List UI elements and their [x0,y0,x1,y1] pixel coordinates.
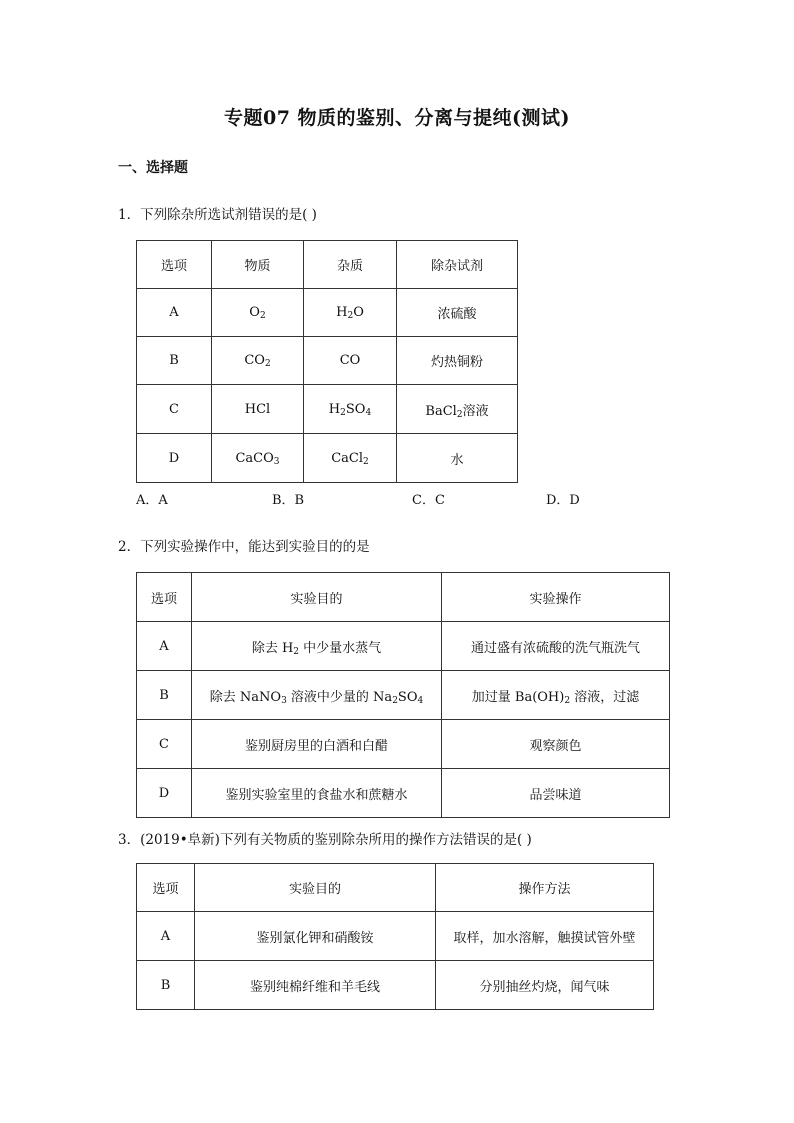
header-cell: 物质 [212,241,304,289]
header-cell: 选项 [137,864,195,912]
option-d[interactable]: D．D [546,493,580,508]
table-row [137,912,654,961]
option-cell: C [137,720,192,769]
table-header-row [137,864,654,912]
header-cell: 实验操作 [442,573,670,622]
question-2-table [136,572,670,818]
substance-cell: HCl [212,385,304,434]
method-cell: 分别抽丝灼烧，闻气味 [436,961,654,1010]
header-cell: 实验目的 [195,864,436,912]
impurity-cell: CO [304,337,397,385]
option-cell: C [137,385,212,434]
option-cell: A [137,912,195,961]
table-row [137,337,518,385]
option-a[interactable]: A．A [136,493,168,508]
operation-cell: 品尝味道 [442,769,670,818]
option-cell: D [137,769,192,818]
header-cell: 选项 [137,241,212,289]
page-title: 专题07 物质的鉴别、分离与提纯(测试) [223,107,571,129]
impurity-cell: $H_2SO_4$ [304,385,397,434]
question-1-options [0,489,794,509]
option-b[interactable]: B．B [272,493,305,508]
table-row [137,769,670,818]
table-row [137,385,518,434]
reagent-cell: 浓硫酸 [397,289,518,337]
header-cell: 除杂试剂 [397,241,518,289]
question-3-table [136,863,654,1010]
table-row [137,961,654,1010]
purpose-cell: 鉴别实验室里的食盐水和蔗糖水 [192,769,442,818]
reagent-cell: 灼热铜粉 [397,337,518,385]
table-row [137,434,518,483]
section-heading: 一、选择题 [118,160,188,176]
question-1-stem: 1．下列除杂所选试剂错误的是( ) [118,207,317,223]
impurity-cell: CaCl$_2$ [304,434,397,483]
header-cell: 操作方法 [436,864,654,912]
method-cell: 取样，加水溶解，触摸试管外壁 [436,912,654,961]
table-row [137,720,670,769]
operation-cell: 观察颜色 [442,720,670,769]
option-cell: A [137,622,192,671]
question-1-table [136,240,518,483]
purpose-cell: 除去 $H_2$ 中少量水蒸气 [192,622,442,671]
table-row [137,671,670,720]
substance-cell: $O_2$ [212,289,304,337]
option-cell: B [137,961,195,1010]
option-c[interactable]: C．C [412,493,445,508]
impurity-cell: $H_2O$ [304,289,397,337]
header-cell: 杂质 [304,241,397,289]
purpose-cell: 除去 NaNO$_3$ 溶液中少量的 $Na_2SO_4$ [192,671,442,720]
operation-cell: 加过量 $Ba(OH)_2$ 溶液，过滤 [442,671,670,720]
header-cell: 实验目的 [192,573,442,622]
question-3-stem: 3．(2019•阜新)下列有关物质的鉴别除杂所用的操作方法错误的是( ) [118,832,532,848]
substance-cell: $CO_2$ [212,337,304,385]
option-cell: A [137,289,212,337]
operation-cell: 通过盛有浓硫酸的洗气瓶洗气 [442,622,670,671]
purpose-cell: 鉴别氯化钾和硝酸铵 [195,912,436,961]
table-header-row [137,573,670,622]
table-row [137,622,670,671]
table-header-row [137,241,518,289]
purpose-cell: 鉴别纯棉纤维和羊毛线 [195,961,436,1010]
option-cell: B [137,671,192,720]
table-row [137,289,518,337]
reagent-cell: 水 [397,434,518,483]
purpose-cell: 鉴别厨房里的白酒和白醋 [192,720,442,769]
question-2-stem: 2．下列实验操作中，能达到实验目的的是 [118,539,370,555]
option-cell: B [137,337,212,385]
reagent-cell: BaCl$_2$溶液 [397,385,518,434]
option-cell: D [137,434,212,483]
substance-cell: CaCO$_3$ [212,434,304,483]
header-cell: 选项 [137,573,192,622]
